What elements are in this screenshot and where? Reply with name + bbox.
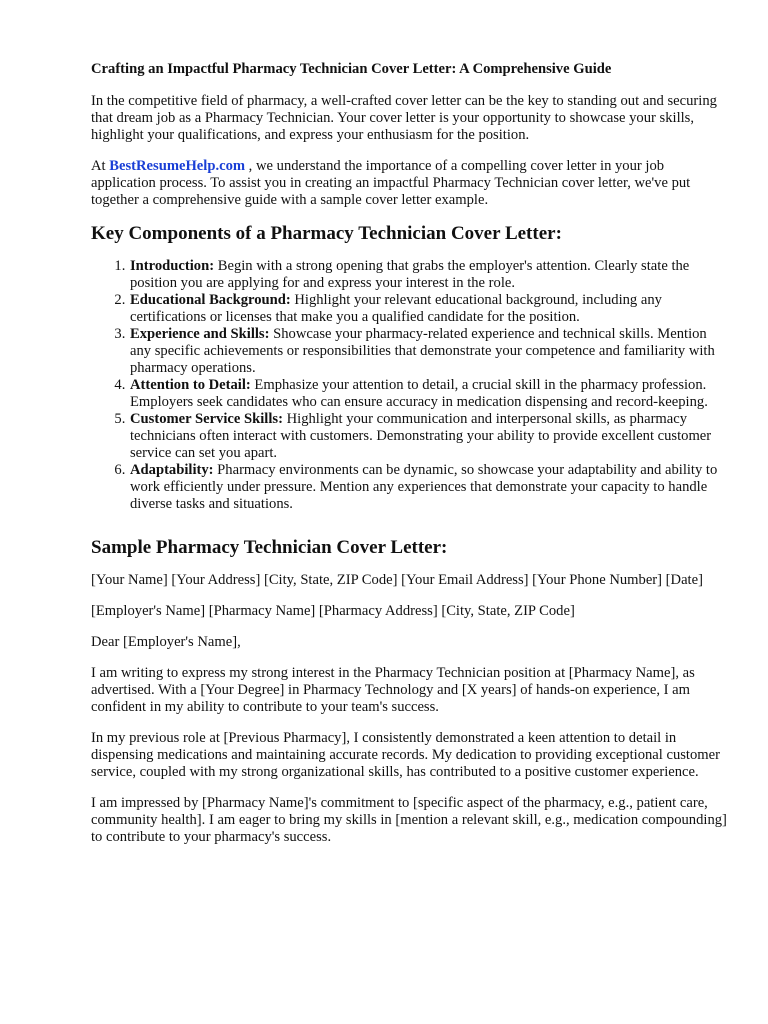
document-title: Crafting an Impactful Pharmacy Technician Cover Letter: A Comprehensive Guide bbox=[91, 61, 612, 77]
letter-body-paragraph: In my previous role at [Previous Pharmacy], I consistently demonstrated a keen attention to detail in dispensing medications and maintaining accurate records. My dedication to providing exceptional customer service, coupled with my strong organizational skills, has contributed to a positive customer experience. bbox=[91, 730, 720, 780]
document-page bbox=[91, 60, 731, 860]
list-item bbox=[129, 462, 731, 513]
list-item-text: Showcase your pharmacy-related experience and technical skills. Mention any specific achievements or responsibilities that demonstrate your competence and familiarity with pharmacy operations. bbox=[130, 326, 715, 376]
list-item-text: Pharmacy environments can be dynamic, so showcase your adaptability and ability to work efficiently under pressure. Mention any experiences that demonstrate your capacity to handle diverse tasks and situations. bbox=[130, 462, 718, 512]
list-item-term: Experience and Skills: bbox=[130, 326, 270, 342]
letter-body-paragraph: I am writing to express my strong interest in the Pharmacy Technician position at [Pharmacy Name], as advertised. With a [Your Degree] in Pharmacy Technology and [X years] of hands-on experience, I am confident in my ability to contribute to your team's success. bbox=[91, 665, 695, 715]
list-item bbox=[129, 292, 731, 326]
list-item-text: Emphasize your attention to detail, a crucial skill in the pharmacy profession. Employers seek candidates who can ensure accuracy in medication dispensing and record-keeping. bbox=[130, 377, 708, 410]
employer-details: [Employer's Name] [Pharmacy Name] [Pharmacy Address] [City, State, ZIP Code] bbox=[91, 603, 575, 619]
list-item bbox=[129, 326, 731, 377]
list-item-text: Highlight your communication and interpersonal skills, as pharmacy technicians often interact with customers. Demonstrating your ability to provide excellent customer service can set you apart. bbox=[130, 411, 712, 461]
key-components-list bbox=[91, 258, 731, 513]
list-item bbox=[129, 258, 731, 292]
company-paragraph bbox=[91, 158, 731, 209]
company-paragraph-prefix: At bbox=[91, 158, 110, 174]
company-paragraph-suffix: , we understand the importance of a compelling cover letter in your job application process. To assist you in creating an impactful Pharmacy Technician cover letter, we've put together a comprehensive guide with a sample cover letter example. bbox=[91, 158, 691, 208]
list-item-term: Adaptability: bbox=[130, 462, 214, 478]
sender-details: [Your Name] [Your Address] [City, State, ZIP Code] [Your Email Address] [Your Phone Number] [Date] bbox=[91, 572, 703, 588]
list-item bbox=[129, 377, 731, 411]
sample-letter-heading: Sample Pharmacy Technician Cover Letter: bbox=[91, 537, 448, 558]
key-components-heading: Key Components of a Pharmacy Technician Cover Letter: bbox=[91, 223, 562, 244]
bestresumehelp-link[interactable]: BestResumeHelp.com bbox=[109, 158, 246, 174]
list-item-text: Highlight your relevant educational background, including any certifications or licenses that make you a qualified candidate for the position. bbox=[130, 292, 662, 325]
salutation: Dear [Employer's Name], bbox=[91, 634, 241, 650]
letter-body-paragraph: I am impressed by [Pharmacy Name]'s commitment to [specific aspect of the pharmacy, e.g., patient care, community health]. I am eager to bring my skills in [mention a relevant skill, e.g., medication compounding] to contribute to your pharmacy's success. bbox=[91, 795, 727, 845]
list-item-term: Introduction: bbox=[130, 258, 215, 274]
intro-paragraph: In the competitive field of pharmacy, a well-crafted cover letter can be the key to standing out and securing that dream job as a Pharmacy Technician. Your cover letter is your opportunity to showcase your skills, highlight your qualifications, and express your enthusiasm for the position. bbox=[91, 93, 717, 143]
list-item-term: Attention to Detail: bbox=[130, 377, 251, 393]
list-item bbox=[129, 411, 731, 462]
list-item-text: Begin with a strong opening that grabs the employer's attention. Clearly state the position you are applying for and express your interest in the role. bbox=[130, 258, 690, 291]
list-item-term: Educational Background: bbox=[130, 292, 291, 308]
list-item-term: Customer Service Skills: bbox=[130, 411, 283, 427]
